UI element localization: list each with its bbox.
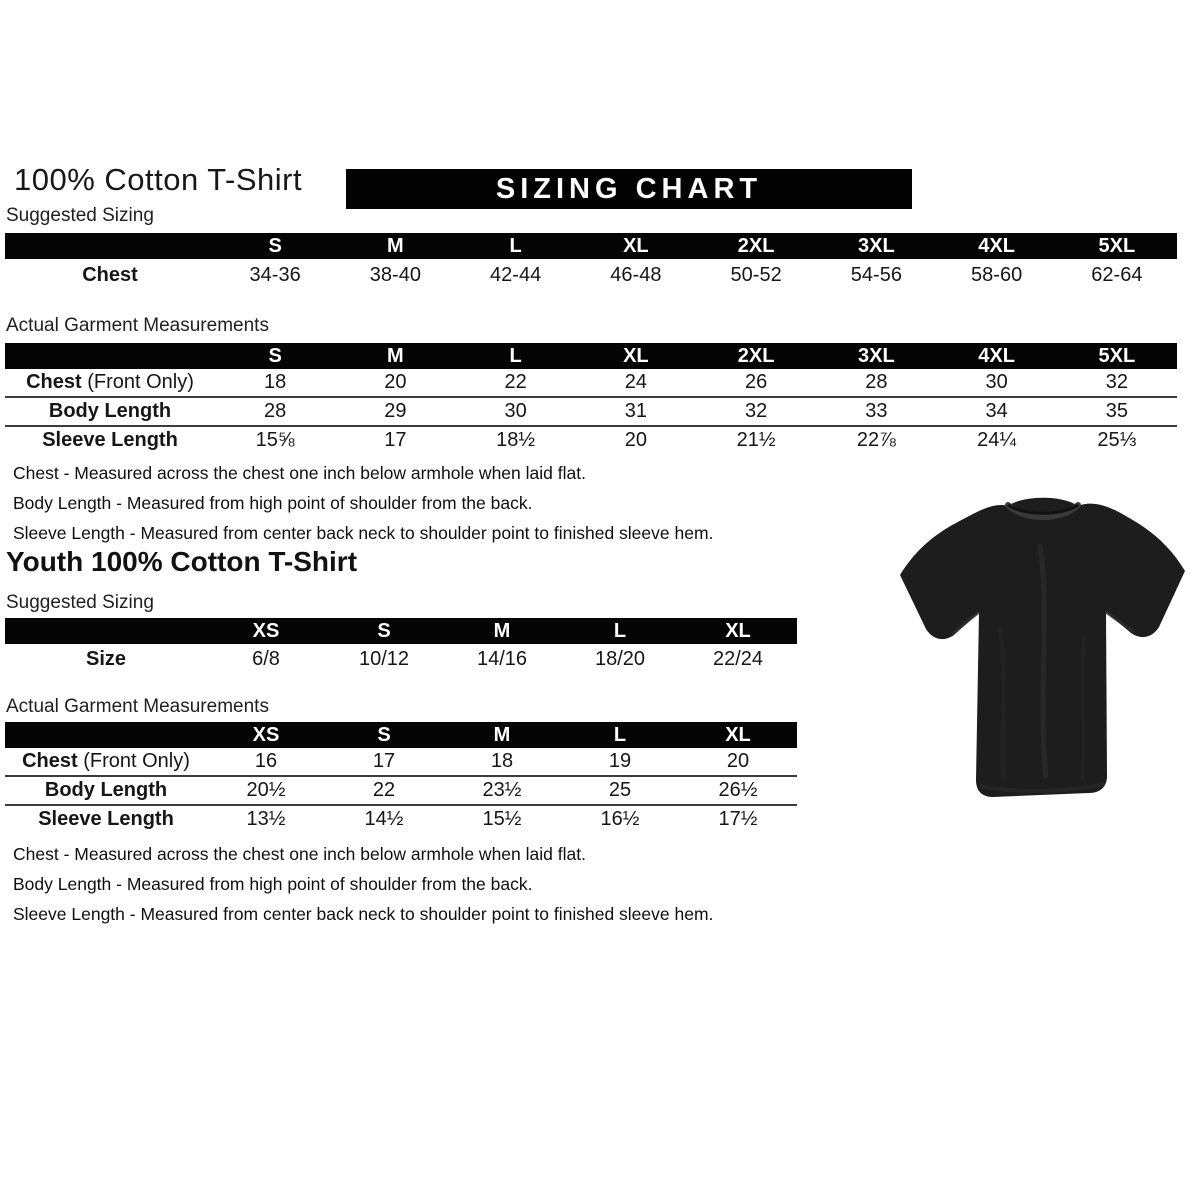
table-cell: 17½ xyxy=(679,805,797,833)
table-cell: 32 xyxy=(696,397,816,426)
table-cell: 16 xyxy=(254,750,278,772)
row-label: Size xyxy=(85,648,127,670)
table-row xyxy=(5,805,797,833)
column-header: M xyxy=(443,722,561,748)
column-header: L xyxy=(456,233,576,259)
row-label: Chest (Front Only) xyxy=(26,371,194,393)
table-cell: 28 xyxy=(865,371,888,393)
column-header: 4XL xyxy=(937,343,1057,369)
header-spacer xyxy=(5,722,207,748)
table-cell: 13½ xyxy=(207,805,325,833)
note-line: Body Length - Measured from high point of shoulder from the back. xyxy=(13,874,533,894)
column-header: L xyxy=(561,722,679,748)
table-cell: 38-40 xyxy=(369,264,421,286)
table-cell: 24 xyxy=(624,371,647,393)
youth-suggested-sizing-table xyxy=(5,618,797,675)
adult-actual-measurements-label: Actual Garment Measurements xyxy=(6,315,269,336)
youth-section-title: Youth 100% Cotton T-Shirt xyxy=(6,546,358,577)
column-header: M xyxy=(443,618,561,644)
table-row xyxy=(5,259,1177,292)
column-header: 2XL xyxy=(696,233,816,259)
table-cell: 14½ xyxy=(325,805,443,833)
page-title: 100% Cotton T-Shirt xyxy=(14,162,303,197)
column-header: S xyxy=(215,233,335,259)
column-header: L xyxy=(456,343,576,369)
table-cell: 26½ xyxy=(679,776,797,805)
column-header: S xyxy=(325,618,443,644)
header-spacer xyxy=(5,618,207,644)
header-spacer xyxy=(5,233,215,259)
note-line: Chest - Measured across the chest one inch below armhole when laid flat. xyxy=(13,844,586,864)
column-header: XS xyxy=(207,618,325,644)
column-header: XL xyxy=(576,343,696,369)
column-header: XL xyxy=(576,233,696,259)
table-cell: 31 xyxy=(576,397,696,426)
table-cell: 28 xyxy=(215,397,335,426)
table-header-row xyxy=(5,722,797,748)
table-cell: 19 xyxy=(608,750,632,772)
table-cell: 25⅓ xyxy=(1057,426,1177,454)
note-line: Sleeve Length - Measured from center back neck to shoulder point to finished sleeve hem. xyxy=(13,523,714,543)
table-cell: 6/8 xyxy=(252,648,280,670)
column-header: 3XL xyxy=(816,233,936,259)
column-header: 5XL xyxy=(1057,343,1177,369)
table-row xyxy=(5,397,1177,426)
adult-suggested-sizing-label: Suggested Sizing xyxy=(6,205,154,226)
column-header: M xyxy=(335,343,455,369)
note-line: Chest - Measured across the chest one inch below armhole when laid flat. xyxy=(13,463,586,483)
table-cell: 22 xyxy=(504,371,527,393)
table-cell: 16½ xyxy=(561,805,679,833)
table-cell: 20½ xyxy=(207,776,325,805)
table-cell: 34-36 xyxy=(249,264,301,286)
table-header-row xyxy=(5,343,1177,369)
table-cell: 42-44 xyxy=(490,264,542,286)
table-cell: 14/16 xyxy=(476,648,528,670)
header-spacer xyxy=(5,343,215,369)
column-header: XL xyxy=(679,722,797,748)
table-cell: 62-64 xyxy=(1091,264,1143,286)
table-cell: 17 xyxy=(335,426,455,454)
table-cell: 35 xyxy=(1057,397,1177,426)
table-cell: 30 xyxy=(985,371,1008,393)
sizing-chart-banner-text: SIZING CHART xyxy=(495,173,763,205)
youth-actual-measurements-label: Actual Garment Measurements xyxy=(6,696,269,717)
row-label: Chest (Front Only) xyxy=(22,750,190,772)
table-cell: 32 xyxy=(1105,371,1128,393)
column-header: 5XL xyxy=(1057,233,1177,259)
table-cell: 50-52 xyxy=(730,264,782,286)
table-cell: 25 xyxy=(561,776,679,805)
table-cell: 15⅝ xyxy=(215,426,335,454)
column-header: 3XL xyxy=(816,343,936,369)
column-header: 4XL xyxy=(937,233,1057,259)
table-cell: 22⅞ xyxy=(816,426,936,454)
table-cell: 26 xyxy=(745,371,768,393)
column-header: S xyxy=(215,343,335,369)
table-cell: 30 xyxy=(456,397,576,426)
row-label: Sleeve Length xyxy=(5,805,207,833)
adult-suggested-sizing-table xyxy=(5,233,1177,292)
table-header-row xyxy=(5,233,1177,259)
youth-measurement-notes xyxy=(13,839,713,929)
table-cell: 18/20 xyxy=(594,648,646,670)
table-cell: 24¼ xyxy=(937,426,1057,454)
table-cell: 34 xyxy=(937,397,1057,426)
column-header: S xyxy=(325,722,443,748)
table-cell: 18 xyxy=(490,750,514,772)
note-line: Body Length - Measured from high point of shoulder from the back. xyxy=(13,493,533,513)
table-row xyxy=(5,748,797,776)
tshirt-icon xyxy=(888,486,1198,808)
table-cell: 58-60 xyxy=(971,264,1023,286)
table-cell: 20 xyxy=(726,750,750,772)
column-header: M xyxy=(335,233,455,259)
table-cell: 29 xyxy=(335,397,455,426)
youth-suggested-sizing-label: Suggested Sizing xyxy=(6,592,154,613)
sizing-chart-banner xyxy=(346,169,912,209)
table-header-row xyxy=(5,618,797,644)
adult-actual-measurements-table xyxy=(5,343,1177,454)
table-cell: 23½ xyxy=(443,776,561,805)
table-cell: 46-48 xyxy=(610,264,662,286)
adult-measurement-notes xyxy=(13,458,713,548)
column-header: XL xyxy=(679,618,797,644)
table-cell: 22 xyxy=(325,776,443,805)
row-label: Body Length xyxy=(5,397,215,426)
table-row xyxy=(5,369,1177,397)
table-cell: 33 xyxy=(816,397,936,426)
table-cell: 18½ xyxy=(456,426,576,454)
table-row xyxy=(5,644,797,675)
table-cell: 18 xyxy=(264,371,287,393)
table-cell: 20 xyxy=(576,426,696,454)
black-tshirt-image xyxy=(888,486,1198,813)
table-row xyxy=(5,426,1177,454)
table-cell: 17 xyxy=(372,750,396,772)
table-cell: 21½ xyxy=(696,426,816,454)
youth-actual-measurements-table xyxy=(5,722,797,833)
column-header: L xyxy=(561,618,679,644)
row-label: Chest xyxy=(82,264,138,286)
row-label: Sleeve Length xyxy=(5,426,215,454)
row-label: Body Length xyxy=(5,776,207,805)
table-cell: 54-56 xyxy=(850,264,902,286)
note-line: Sleeve Length - Measured from center back neck to shoulder point to finished sleeve hem. xyxy=(13,904,714,924)
table-cell: 10/12 xyxy=(358,648,410,670)
table-cell: 22/24 xyxy=(712,648,764,670)
table-cell: 15½ xyxy=(443,805,561,833)
column-header: XS xyxy=(207,722,325,748)
table-cell: 20 xyxy=(384,371,407,393)
table-row xyxy=(5,776,797,805)
column-header: 2XL xyxy=(696,343,816,369)
